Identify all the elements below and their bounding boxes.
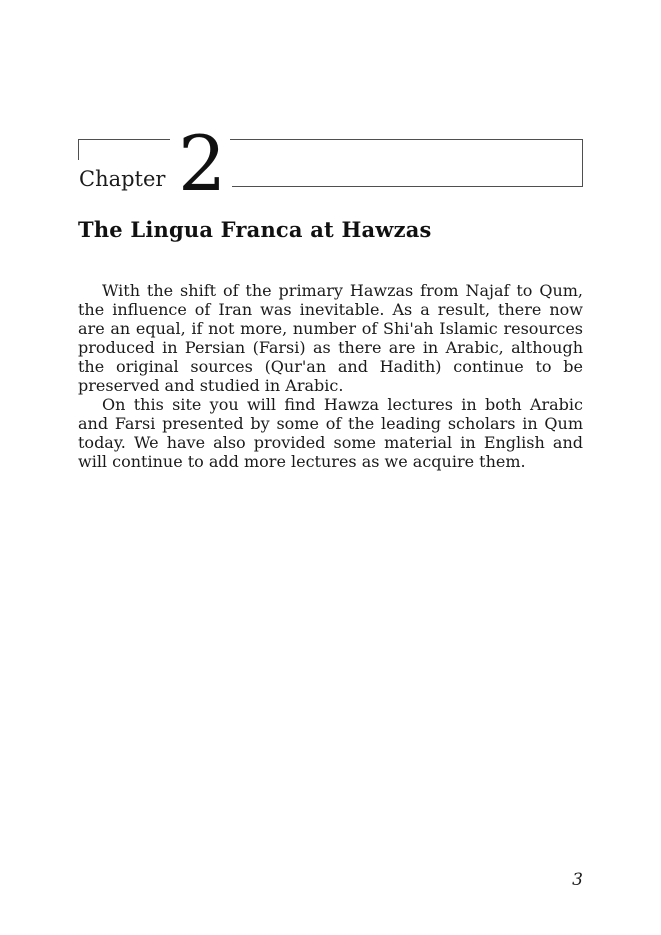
section-title: The Lingua Franca at Hawzas — [78, 217, 432, 242]
chapter-rule-right-edge — [582, 139, 583, 187]
body-text — [78, 281, 583, 471]
page-number: 3 — [572, 870, 583, 890]
chapter-label: Chapter — [79, 167, 166, 191]
chapter-rule-left-stub — [78, 139, 79, 160]
chapter-rule-bottom — [232, 186, 583, 187]
chapter-rule-top-right — [230, 139, 583, 140]
chapter-rule-top-left — [78, 139, 170, 140]
chapter-number: 2 — [178, 119, 227, 208]
paragraph-2: On this site you will find Hawza lectures in both Arabic and Farsi presented by some of the leading scholars in Qum today. We have also provided some material in English and will continue to add more lectures as we acquire them. — [78, 395, 583, 471]
chapter-header — [78, 119, 583, 208]
paragraph-1: With the shift of the primary Hawzas from Najaf to Qum, the influence of Iran was inevitable. As a result, there now are an equal, if not more, number of Shi'ah Islamic resources produced in Persian (Farsi) as there are in Arabic, although the original sources (Qur'an and Hadith) continue to be preserved and studied in Arabic. — [78, 281, 583, 395]
